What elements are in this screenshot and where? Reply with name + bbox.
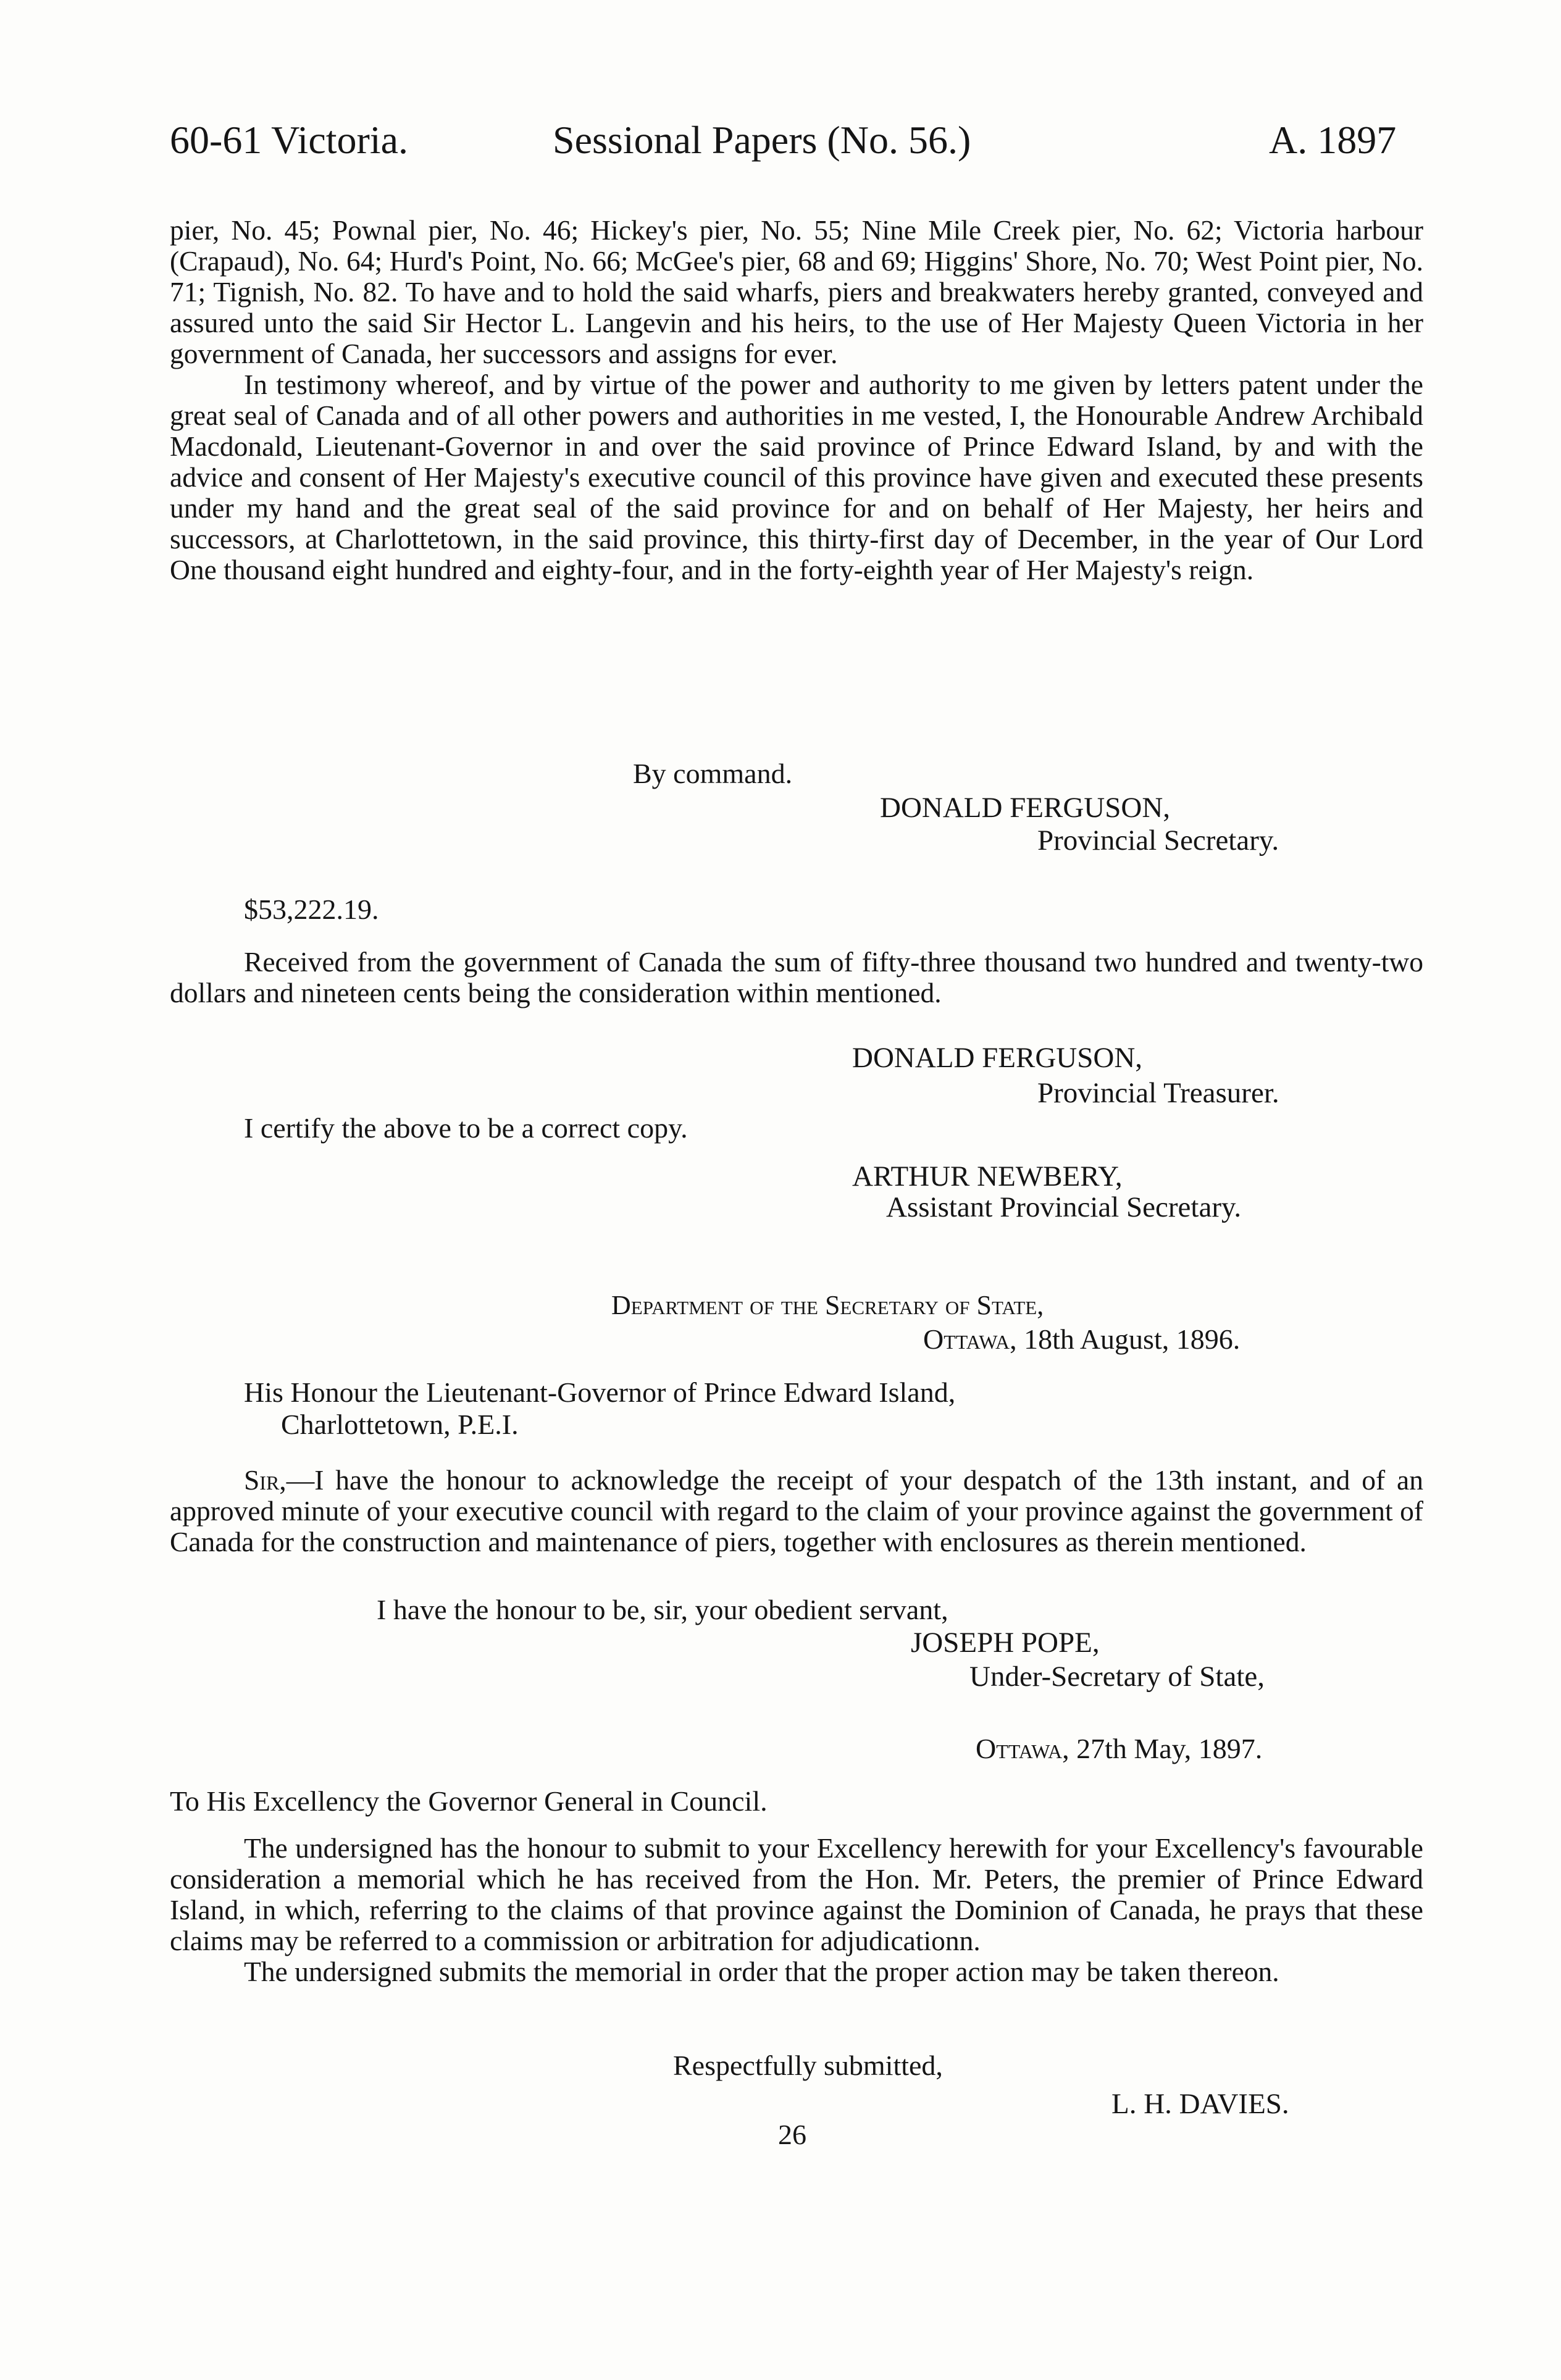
by-command: By command. (633, 758, 793, 789)
letter2-body-block (170, 1833, 1423, 1987)
letter2-body2: The undersigned submits the memorial in order that the proper action may be taken thereon. (244, 1956, 1279, 1987)
letter2-place: Ottawa, (976, 1733, 1069, 1764)
letter1-body-block (170, 1465, 1423, 1557)
receipt-paragraph: Received from the government of Canada the sum of fifty-three thousand two hundred and twenty-two dollars and nineteen cents being the consideration within mentioned. (170, 946, 1423, 1008)
certify-line: I certify the above to be a correct copy. (244, 1112, 688, 1144)
sig2-name: DONALD FERGUSON, (852, 1042, 1143, 1074)
page-number: 26 (778, 2119, 806, 2150)
letter2-sig-name: L. H. DAVIES. (1111, 2088, 1289, 2120)
amount: $53,222.19. (244, 894, 379, 925)
header-year: A. 1897 (1269, 118, 1397, 162)
sig3-name: ARTHUR NEWBERY, (852, 1160, 1123, 1192)
letter1-place: Ottawa, (923, 1323, 1017, 1355)
letter1-body-text: —I have the honour to acknowledge the receipt of your despatch of the 13th instant, and of an approved minute of your executive council with regard to the claim of your province against the government of Canada for the construction and maintenance of piers, together with enclosures as therein mentioned. (170, 1464, 1423, 1557)
sig2-title: Provincial Treasurer. (1037, 1077, 1279, 1109)
intro-paragraph: pier, No. 45; Pownal pier, No. 46; Hickey's pier, No. 55; Nine Mile Creek pier, No. 62; Victoria harbour (Crapaud), No. 64; Hurd's Point, No. 66; McGee's pier, 68 and 69; Higgins' Shore, No. 70; West Point pier, No. 71; Tignish, No. 82. To have and to hold the said wharfs, piers and breakwaters hereby granted, conveyed and assured unto the said Sir Hector L. Langevin and his heirs, to the use of Her Majesty Queen Victoria in her government of Canada, her successors and assigns for ever. (170, 214, 1423, 369)
sig1-title: Provincial Secretary. (1037, 824, 1279, 857)
testimony-paragraph: In testimony whereof, and by virtue of the power and authority to me given by letters patent under the great seal of Canada and of all other powers and authorities in me vested, I, the Honourable Andrew Archibald Macdonald, Lieutenant-Governor in and over the said province of Prince Edward Island, by and with the advice and consent of Her Majesty's executive council of this province have given and executed these presents under my hand and the great seal of the said province for and on behalf of Her Majesty, her heirs and successors, at Charlottetown, in the said province, this thirty-first day of December, in the year of Our Lord One thousand eight hundred and eighty-four, and in the forty-eighth year of Her Majesty's reign. (170, 369, 1423, 585)
deed-text (170, 215, 1423, 585)
header-session: 60-61 Victoria. (170, 118, 408, 162)
receipt-block (170, 947, 1423, 1008)
letter1-department: Department of the Secretary of State, (611, 1290, 1044, 1320)
letter1-date: 18th August, 1896. (1024, 1323, 1241, 1355)
letter2-dateline (976, 1732, 1262, 1765)
letter1-salutation: Sir, (244, 1464, 287, 1496)
letter2-body1: The undersigned has the honour to submit to your Excellency herewith for your Excellency's favourable consideration a memorial which he has received from the Hon. Mr. Peters, the premier of Prince Edward Island, in which, referring to the claims of that province against the Dominion of Canada, he prays that these claims may be referred to a commission or arbitration for adjudicationn. (170, 1832, 1423, 1956)
sig3-title: Assistant Provincial Secretary. (886, 1191, 1242, 1223)
letter2-address: To His Excellency the Governor General in Council. (170, 1785, 768, 1817)
header-title: Sessional Papers (No. 56.) (553, 118, 971, 162)
letter1-sig-title: Under-Secretary of State, (969, 1661, 1265, 1693)
letter1-sig-name: JOSEPH POPE, (911, 1627, 1100, 1659)
letter1-address-line1: His Honour the Lieutenant-Governor of Prince Edward Island, (244, 1376, 956, 1408)
running-header (170, 117, 1417, 173)
letter2-date: 27th May, 1897. (1076, 1733, 1263, 1764)
letter1-address-line2: Charlottetown, P.E.I. (281, 1409, 519, 1440)
letter1-body (170, 1465, 1423, 1557)
sig1-name: DONALD FERGUSON, (880, 792, 1171, 824)
letter2-closing: Respectfully submitted, (673, 2050, 943, 2081)
letter1-dateline (923, 1323, 1240, 1356)
letter1-closing: I have the honour to be, sir, your obedient servant, (377, 1594, 948, 1625)
